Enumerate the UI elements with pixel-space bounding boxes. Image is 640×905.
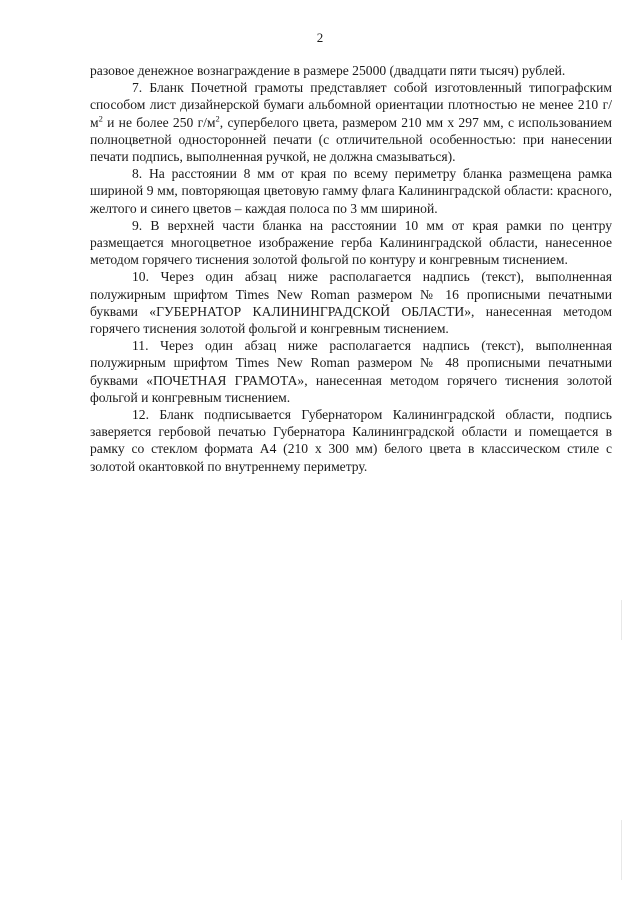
paragraph-7 [90,79,612,165]
document-body [90,62,612,475]
paragraph-6-continued: разовое денежное вознаграждение в размере 25000 (двадцати пяти тысяч) рублей. [90,63,566,78]
paragraph-7-text-a: 7. Бланк Почетной грамоты представляет собой изготовленный типографским способом лист дизайнерской бумаги альбомной ориентации плотностью не менее 210 г/м [90,80,612,130]
page-number: 2 [316,30,324,45]
superscript-2-a: 2 [98,113,103,124]
paragraph-7-text-c: , супербелого цвета, размером 210 мм х 297 мм, с использованием полноцветной односторонней печати (с отличительной особенностью: при нанесении печати подпись, выполненная ручкой, не должна смазываться). [90,114,612,165]
paragraph-7-text-b: и не более 250 г/м [102,114,216,130]
superscript-2-b: 2 [215,113,220,124]
paragraph-8: 8. На расстоянии 8 мм от края по всему периметру бланка размещена рамка шириной 9 мм, повторяющая цветовую гамму флага Калининградской области: красного, желтого и синего цветов – каждая полоса по 3 мм шириной. [90,166,612,216]
paragraph-11: 11. Через один абзац ниже располагается надпись (текст), выполненная полужирным шрифтом Times New Roman размером № 48 прописными печатными буквами «ПОЧЕТНАЯ ГРАМОТА», нанесенная методом горячего тиснения золотой фольгой и конгревным тиснением. [90,338,612,405]
paragraph-12: 12. Бланк подписывается Губернатором Калининградской области, подпись заверяется гербовой печатью Губернатора Калининградской области и помещается в рамку со стеклом формата А4 (210 х 300 мм) белого цвета в классическом стиле с золотой окантовкой по внутреннему периметру. [90,407,612,474]
paragraph-9: 9. В верхней части бланка на расстоянии 10 мм от края рамки по центру размещается многоцветное изображение герба Калининградской области, нанесенное методом горячего тиснения золотой фольгой по контуру и конгревным тиснением. [90,217,612,268]
scan-artifact-line [621,820,622,880]
paragraph-10: 10. Через один абзац ниже располагается надпись (текст), выполненная полужирным шрифтом Times New Roman размером № 16 прописными печатными буквами «ГУБЕРНАТОР КАЛИНИНГРАДСКОЙ ОБЛАСТИ», нанесенная методом горячего тиснения золотой фольгой и конгревным тиснением. [90,269,612,337]
scan-artifact-line [621,600,622,640]
